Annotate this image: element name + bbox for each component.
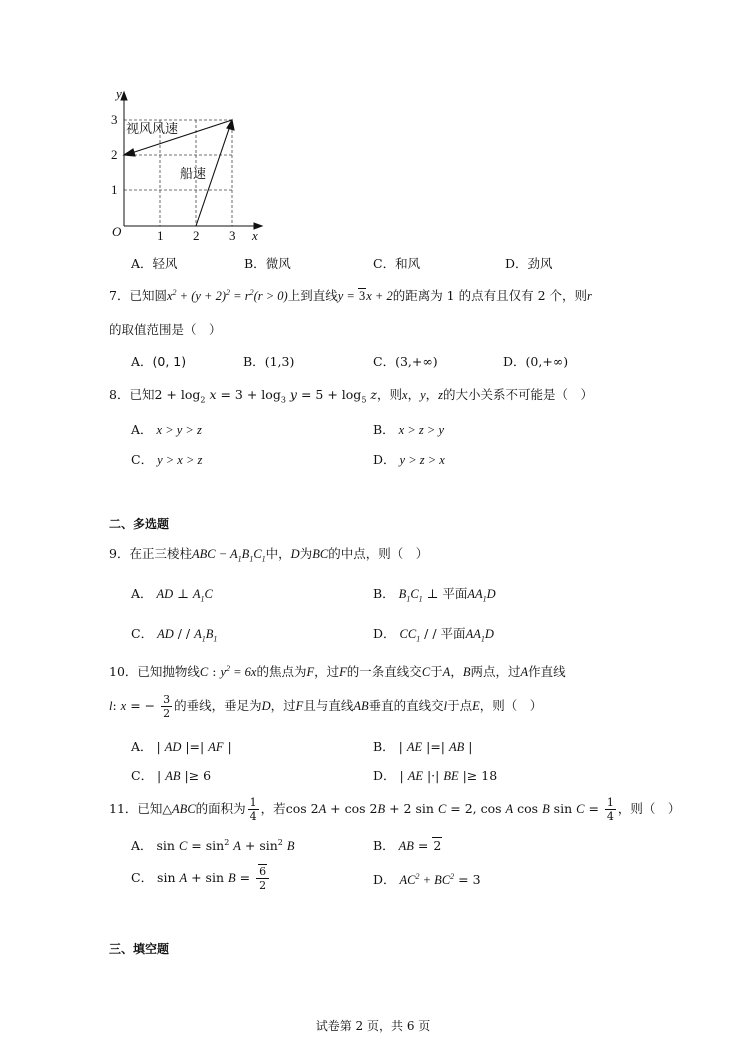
stem-text: 作直线 xyxy=(528,664,566,679)
q7-option-c[interactable]: C．(3,+∞) xyxy=(373,354,438,369)
stem-text: ，过 xyxy=(270,698,296,713)
q9-stem: 9．在正三棱柱ABC − $A_1B_1C_1$中，D为BC的中点，则（ ） xyxy=(109,546,429,564)
option-key: D． xyxy=(373,768,396,783)
stem-text: 于点 xyxy=(447,698,473,713)
q10-option-d[interactable]: D． | AE |·| BE |≥ 18 xyxy=(373,768,498,783)
stem-text: 两点，过 xyxy=(470,664,521,679)
option-key: A． xyxy=(131,586,153,601)
stem-text: 的距离为 1 的点有且仅有 2 个，则 xyxy=(392,288,588,303)
option-key: A． xyxy=(131,739,153,754)
y-tick-1: 1 xyxy=(111,182,118,197)
stem-text: 已知圆 xyxy=(129,288,167,303)
stem-text: ，若 xyxy=(260,801,286,816)
question-number: 8． xyxy=(109,387,130,402)
q8-stem: 8．已知$2 + \log_2 x = 3 + \log_3 y = 5 + \log_5 z$，则x，y，z的大小关系不可能是（ ） xyxy=(109,387,594,405)
line-equation: y = 3x + 2 xyxy=(337,289,393,303)
stem-text: 已知 xyxy=(137,801,163,816)
option-key: D． xyxy=(373,626,396,641)
option-key: A． xyxy=(131,256,153,271)
ship-speed-label: 船速 xyxy=(180,167,207,182)
q9-option-a[interactable]: A． AD ⊥ $A_1C$ xyxy=(131,586,213,604)
q7-option-a[interactable]: A．(0, 1) xyxy=(131,354,187,369)
fraction-3-2: $\frac{3}{2}$ xyxy=(163,693,171,720)
question-number: 9． xyxy=(109,546,130,561)
q10-stem-line2: l: x = − $\frac{3}{2}$ 的垂线，垂足为D，过F且与直线AB垂直的直线交l于点E，则（ ） xyxy=(109,693,543,720)
option-key: C． xyxy=(131,768,154,783)
q11-option-c[interactable]: C． sin A + sin B = $\frac{6}{2}$ xyxy=(131,866,271,891)
q6-option-a[interactable] xyxy=(131,254,178,272)
circle-equation: $x^2 + (y + 2)^2 = r^2(r > 0)$ xyxy=(166,287,288,303)
q9-option-b[interactable]: B． $B_1C_1$ ⊥ 平面$AA_1D$ xyxy=(373,586,496,604)
stem-text: ，过 xyxy=(314,664,340,679)
stem-text: 的中点，则（ ） xyxy=(328,546,429,561)
option-key: D． xyxy=(373,872,396,887)
stem-text: 的一条直线交 xyxy=(346,664,422,679)
option-key: A． xyxy=(131,838,153,853)
q10-stem-line1: 10．已知抛物线C : $y^2 = 6x$的焦点为F，过F的一条直线交C于A，B两点，过A作直线 xyxy=(109,663,566,679)
plane-word: 平面 xyxy=(440,626,466,641)
option-text: 微风 xyxy=(265,256,291,271)
option-key: D． xyxy=(503,354,526,369)
q6-option-d[interactable] xyxy=(505,254,553,272)
stem-text: 为 xyxy=(299,546,313,561)
q7-stem-line2 xyxy=(109,320,222,338)
option-key: D． xyxy=(505,256,528,271)
q8-option-b[interactable]: B． x > z > y xyxy=(373,422,445,437)
wind-vector-arrowhead xyxy=(124,149,135,156)
stem-text: ，则（ ） xyxy=(479,698,543,713)
stem-text: 垂直的直线交 xyxy=(368,698,444,713)
q8-option-a[interactable]: A． x > y > z xyxy=(131,422,202,437)
fraction-sqrt6-2: $\frac{6}{2}$ xyxy=(256,866,269,891)
option-key: C． xyxy=(131,870,154,885)
q11-option-b[interactable]: B． AB = 2 xyxy=(373,838,442,853)
stem-text: 在正三棱柱 xyxy=(129,546,192,561)
stem-text: 的焦点为 xyxy=(256,664,307,679)
stem-text: 的面积为 xyxy=(195,801,246,816)
q8-option-d[interactable]: D． y > z > x xyxy=(373,452,445,467)
section-heading-fill-in: 三、填空题 xyxy=(109,942,170,956)
origin-label: O xyxy=(112,224,122,239)
fraction-1-4: $\frac{1}{4}$ xyxy=(606,796,614,823)
log-equation: $2 + \log_2 x = 3 + \log_3 y = 5 + \log_5 z$ xyxy=(154,387,377,405)
option-key: B． xyxy=(373,838,395,853)
stem-text: ，则 xyxy=(376,387,402,402)
q11-option-a[interactable]: A． $\sin C = \sin^2 A + \sin^2 B$ xyxy=(131,837,295,853)
q9-option-c[interactable]: C． AD / / $A_1B_1$ xyxy=(131,626,218,644)
stem-text: 已知抛物线 xyxy=(137,664,200,679)
q8-option-c[interactable]: C． y > x > z xyxy=(131,452,203,467)
option-key: B． xyxy=(244,256,266,271)
stem-text: 于 xyxy=(430,664,443,679)
x-tick-3: 3 xyxy=(229,228,236,243)
q7-stem-line1 xyxy=(109,286,592,304)
option-key: C． xyxy=(131,452,154,467)
option-key: C． xyxy=(131,626,154,641)
q10-option-b[interactable]: B． | AE |=| AB | xyxy=(373,739,473,754)
option-key: B． xyxy=(373,422,395,437)
question-number: 10． xyxy=(109,664,138,679)
section-heading-multiple-choice: 二、多选题 xyxy=(109,517,170,531)
q9-option-d[interactable]: D． $CC_1$ / / 平面$AA_1D$ xyxy=(373,626,494,644)
q11-stem: 11．已知△ABC的面积为 $\frac{1}{4}$ ，若cos 2A + cos 2B + 2 sin C = 2, cos A cos B sin C = $\frac{1}{4}$ ，则（ ） xyxy=(109,796,681,823)
q11-option-d[interactable]: D． $AC^2 + BC^2 = 3$ xyxy=(373,871,481,887)
option-key: B． xyxy=(373,586,395,601)
y-tick-3: 3 xyxy=(111,112,118,127)
stem-text: 上到直线 xyxy=(287,288,338,303)
option-text: 轻风 xyxy=(152,256,178,271)
page-footer: 试卷第 2 页，共 6 页 xyxy=(315,1019,431,1033)
question-number: 11． xyxy=(109,801,138,816)
option-text: 劲风 xyxy=(527,256,553,271)
q7-option-b[interactable]: B．(1,3) xyxy=(243,354,295,369)
stem-text: 的大小关系不可能是（ ） xyxy=(443,387,594,402)
question-number: 7． xyxy=(109,288,130,303)
option-key: D． xyxy=(373,452,396,467)
option-key: C． xyxy=(373,256,396,271)
q10-option-a[interactable]: A． | AD |=| AF | xyxy=(131,739,232,754)
option-text: 和风 xyxy=(395,256,421,271)
option-key: A． xyxy=(131,354,153,369)
y-tick-2: 2 xyxy=(111,147,118,162)
var-r: r xyxy=(587,289,592,303)
x-tick-1: 1 xyxy=(157,228,164,243)
y-axis-label: y xyxy=(116,86,122,101)
stem-text: 中， xyxy=(265,546,291,561)
fraction-1-4: $\frac{1}{4}$ xyxy=(249,796,257,823)
option-key: C． xyxy=(373,354,396,369)
q6-option-c[interactable] xyxy=(373,254,420,272)
option-key: B． xyxy=(243,354,265,369)
option-key: A． xyxy=(131,422,153,437)
plane-word: 平面 xyxy=(442,586,468,601)
wind-speed-label: 视风风速 xyxy=(126,122,179,137)
stem-text: 已知 xyxy=(129,387,155,402)
option-key: B． xyxy=(373,739,395,754)
x-tick-2: 2 xyxy=(193,228,200,243)
q6-option-b[interactable] xyxy=(244,254,291,272)
q7-option-d[interactable]: D．(0,+∞) xyxy=(503,354,569,369)
stem-text: 的取值范围是（ ） xyxy=(109,322,222,337)
stem-text: 的垂线，垂足为 xyxy=(174,698,262,713)
x-axis-label: x xyxy=(252,228,258,243)
stem-text: 且与直线 xyxy=(303,698,354,713)
q10-option-c[interactable]: C． | AB |≥ 6 xyxy=(131,768,212,783)
stem-text: ，则（ ） xyxy=(617,801,681,816)
